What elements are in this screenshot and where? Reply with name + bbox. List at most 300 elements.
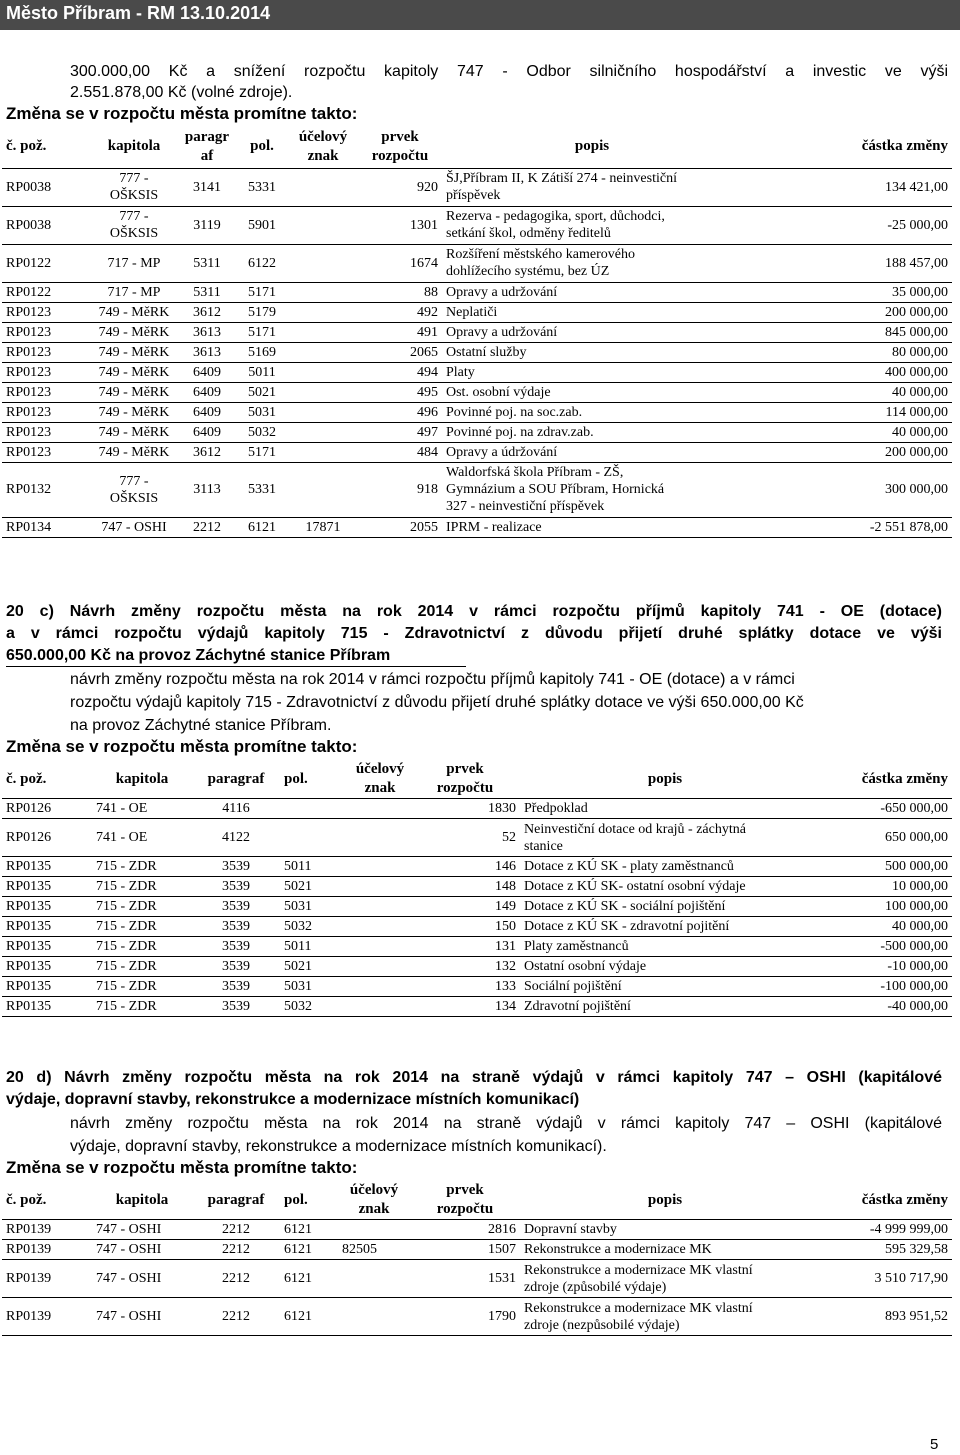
cell-prvek: 131 bbox=[410, 937, 520, 957]
cell-kapitola: 715 - ZDR bbox=[92, 897, 192, 917]
cell-popis: Opravy a údržování bbox=[442, 442, 742, 462]
cell-kapitola: 747 - OSHI bbox=[92, 1298, 192, 1336]
cell-uz bbox=[288, 422, 358, 442]
table-row bbox=[2, 877, 952, 897]
cell-pol: 6121 bbox=[236, 517, 288, 537]
cell-kapitola: 715 - ZDR bbox=[92, 857, 192, 877]
cell-pol: 6122 bbox=[236, 244, 288, 282]
table-row bbox=[2, 342, 952, 362]
cell-uz bbox=[350, 877, 410, 897]
cell-poz: RP0139 bbox=[2, 1240, 92, 1260]
cell-poz: RP0135 bbox=[2, 937, 92, 957]
cell-castka: 650 000,00 bbox=[810, 819, 952, 857]
table-2-header-row bbox=[2, 760, 952, 799]
table-row bbox=[2, 168, 952, 206]
col-header-popis: popis bbox=[442, 126, 742, 168]
cell-castka: 3 510 717,90 bbox=[810, 1260, 952, 1298]
cell-paragraf: 3539 bbox=[192, 997, 280, 1017]
cell-castka: -4 999 999,00 bbox=[810, 1220, 952, 1240]
cell-paragraf: 3113 bbox=[178, 462, 236, 517]
cell-pol: 5021 bbox=[280, 957, 350, 977]
cell-prvek: 918 bbox=[358, 462, 442, 517]
cell-poz: RP0132 bbox=[2, 462, 90, 517]
cell-uz bbox=[288, 442, 358, 462]
cell-paragraf: 3539 bbox=[192, 957, 280, 977]
cell-paragraf: 5311 bbox=[178, 244, 236, 282]
cell-pol: 5179 bbox=[236, 302, 288, 322]
table-row bbox=[2, 302, 952, 322]
cell-castka: 40 000,00 bbox=[810, 917, 952, 937]
cell-uz bbox=[350, 897, 410, 917]
budget-table-3 bbox=[2, 1181, 952, 1336]
cell-pol bbox=[280, 799, 350, 819]
col-header-popis: popis bbox=[520, 1181, 810, 1220]
col-header-pol: pol. bbox=[236, 126, 288, 168]
cell-kapitola: 715 - ZDR bbox=[92, 997, 192, 1017]
col-header-poz: č. pož. bbox=[2, 760, 92, 799]
cell-prvek: 1507 bbox=[410, 1240, 520, 1260]
cell-popis: Platy bbox=[442, 362, 742, 382]
change-heading-2: Změna se v rozpočtu města promítne takto: bbox=[6, 737, 358, 756]
cell-paragraf: 2212 bbox=[192, 1260, 280, 1298]
cell-popis: Opravy a udržování bbox=[442, 282, 742, 302]
cell-uz bbox=[288, 302, 358, 322]
cell-poz: RP0126 bbox=[2, 799, 92, 819]
cell-kapitola: 747 - OSHI bbox=[92, 1260, 192, 1298]
col-header-castka: částka změny bbox=[810, 1181, 952, 1220]
cell-prvek: 497 bbox=[358, 422, 442, 442]
cell-poz: RP0123 bbox=[2, 362, 90, 382]
cell-popis: Dotace z KÚ SK - sociální pojištění bbox=[520, 897, 810, 917]
cell-pol: 5031 bbox=[280, 897, 350, 917]
cell-paragraf: 2212 bbox=[192, 1220, 280, 1240]
cell-kapitola: 747 - OSHI bbox=[90, 517, 178, 537]
intro-line-1: 300.000,00 Kč a snížení rozpočtu kapitoly 747 - Odbor silničního hospodářství a investic ve výši bbox=[70, 63, 948, 80]
cell-uz bbox=[288, 282, 358, 302]
cell-poz: RP0135 bbox=[2, 897, 92, 917]
col-header-pol: pol. bbox=[280, 760, 350, 799]
cell-castka: 35 000,00 bbox=[742, 282, 952, 302]
cell-paragraf: 6409 bbox=[178, 402, 236, 422]
section-c-heading-line-2: a v rámci rozpočtu výdajů kapitoly 715 - Zdravotnictví z důvodu přijetí druhé splátky dotace ve výši bbox=[6, 625, 942, 642]
cell-kapitola: 749 - MěRK bbox=[90, 302, 178, 322]
cell-popis: Povinné poj. na zdrav.zab. bbox=[442, 422, 742, 442]
cell-pol: 5032 bbox=[280, 997, 350, 1017]
col-header-prvek: prvek rozpočtu bbox=[410, 760, 520, 799]
cell-kapitola: 715 - ZDR bbox=[92, 877, 192, 897]
cell-prvek: 495 bbox=[358, 382, 442, 402]
cell-castka: 400 000,00 bbox=[742, 362, 952, 382]
cell-pol: 6121 bbox=[280, 1240, 338, 1260]
cell-kapitola: 777 - OŠKSIS bbox=[90, 206, 178, 244]
cell-prvek: 52 bbox=[410, 819, 520, 857]
cell-pol: 5011 bbox=[280, 937, 350, 957]
cell-paragraf: 2212 bbox=[192, 1240, 280, 1260]
cell-prvek: 484 bbox=[358, 442, 442, 462]
cell-prvek: 150 bbox=[410, 917, 520, 937]
cell-popis: Dotace z KÚ SK - zdravotní pojitění bbox=[520, 917, 810, 937]
table-row bbox=[2, 244, 952, 282]
cell-popis: Platy zaměstnanců bbox=[520, 937, 810, 957]
cell-poz: RP0038 bbox=[2, 206, 90, 244]
cell-popis: Neplatiči bbox=[442, 302, 742, 322]
table-row bbox=[2, 917, 952, 937]
cell-kapitola: 747 - OSHI bbox=[92, 1240, 192, 1260]
cell-pol: 6121 bbox=[280, 1298, 338, 1336]
cell-popis: IPRM - realizace bbox=[442, 517, 742, 537]
cell-castka: 500 000,00 bbox=[810, 857, 952, 877]
cell-prvek: 149 bbox=[410, 897, 520, 917]
col-header-paragraf: paragraf bbox=[192, 760, 280, 799]
table-row bbox=[2, 977, 952, 997]
cell-pol: 5032 bbox=[280, 917, 350, 937]
section-d-body-line-2: výdaje, dopravní stavby, rekonstrukce a modernizace místních komunikací). bbox=[70, 1138, 607, 1155]
cell-uz bbox=[350, 857, 410, 877]
cell-kapitola: 749 - MěRK bbox=[90, 362, 178, 382]
cell-paragraf: 4116 bbox=[192, 799, 280, 819]
cell-poz: RP0135 bbox=[2, 917, 92, 937]
cell-uz bbox=[350, 957, 410, 977]
cell-pol: 5032 bbox=[236, 422, 288, 442]
cell-prvek: 132 bbox=[410, 957, 520, 977]
cell-castka: 10 000,00 bbox=[810, 877, 952, 897]
table-row bbox=[2, 799, 952, 819]
cell-kapitola: 717 - MP bbox=[90, 282, 178, 302]
cell-castka: 40 000,00 bbox=[742, 382, 952, 402]
cell-castka: 893 951,52 bbox=[810, 1298, 952, 1336]
cell-prvek: 2816 bbox=[410, 1220, 520, 1240]
cell-uz bbox=[288, 322, 358, 342]
cell-castka: 200 000,00 bbox=[742, 302, 952, 322]
cell-castka: 845 000,00 bbox=[742, 322, 952, 342]
cell-paragraf: 2212 bbox=[178, 517, 236, 537]
cell-popis: Rozšíření městského kamerového dohlížecího systému, bez ÚZ bbox=[442, 244, 742, 282]
section-d-body-line-1: návrh změny rozpočtu města na rok 2014 na straně výdajů v rámci kapitoly 747 – OSHI (kapitálové bbox=[70, 1115, 942, 1132]
cell-kapitola: 749 - MěRK bbox=[90, 382, 178, 402]
cell-pol bbox=[280, 819, 350, 857]
cell-uz bbox=[288, 362, 358, 382]
cell-pol: 5331 bbox=[236, 462, 288, 517]
cell-kapitola: 741 - OE bbox=[92, 799, 192, 819]
cell-uz bbox=[338, 1260, 410, 1298]
cell-kapitola: 715 - ZDR bbox=[92, 937, 192, 957]
cell-pol: 5901 bbox=[236, 206, 288, 244]
col-header-popis: popis bbox=[520, 760, 810, 799]
cell-pol: 6121 bbox=[280, 1220, 338, 1240]
table-3-header-row bbox=[2, 1181, 952, 1220]
cell-uz: 82505 bbox=[338, 1240, 410, 1260]
cell-castka: 100 000,00 bbox=[810, 897, 952, 917]
section-c-body-line-2: rozpočtu výdajů kapitoly 715 - Zdravotnictví z důvodu přijetí druhé splátky dotace ve výši 650.000,00 Kč bbox=[70, 694, 804, 711]
cell-kapitola: 749 - MěRK bbox=[90, 442, 178, 462]
cell-pol: 5171 bbox=[236, 322, 288, 342]
cell-uz bbox=[350, 977, 410, 997]
col-header-pol: pol. bbox=[280, 1181, 338, 1220]
cell-prvek: 1674 bbox=[358, 244, 442, 282]
cell-kapitola: 717 - MP bbox=[90, 244, 178, 282]
cell-poz: RP0123 bbox=[2, 382, 90, 402]
cell-paragraf: 3539 bbox=[192, 977, 280, 997]
cell-popis: Neinvestiční dotace od krajů - záchytná stanice bbox=[520, 819, 810, 857]
cell-uz bbox=[350, 799, 410, 819]
cell-popis: Povinné poj. na soc.zab. bbox=[442, 402, 742, 422]
cell-poz: RP0135 bbox=[2, 877, 92, 897]
cell-popis: Ostatní osobní výdaje bbox=[520, 957, 810, 977]
cell-kapitola: 749 - MěRK bbox=[90, 322, 178, 342]
table-row bbox=[2, 997, 952, 1017]
cell-paragraf: 3613 bbox=[178, 342, 236, 362]
cell-poz: RP0038 bbox=[2, 168, 90, 206]
col-header-uz: účelový znak bbox=[338, 1181, 410, 1220]
cell-paragraf: 3612 bbox=[178, 302, 236, 322]
cell-kapitola: 747 - OSHI bbox=[92, 1220, 192, 1240]
table-row bbox=[2, 402, 952, 422]
page-number: 5 bbox=[930, 1436, 939, 1453]
col-header-poz: č. pož. bbox=[2, 1181, 92, 1220]
cell-paragraf: 6409 bbox=[178, 362, 236, 382]
cell-pol: 5011 bbox=[236, 362, 288, 382]
col-header-kapitola: kapitola bbox=[92, 760, 192, 799]
table-row bbox=[2, 1260, 952, 1298]
table-row bbox=[2, 1240, 952, 1260]
cell-poz: RP0126 bbox=[2, 819, 92, 857]
cell-uz bbox=[288, 342, 358, 362]
cell-prvek: 134 bbox=[410, 997, 520, 1017]
cell-paragraf: 3141 bbox=[178, 168, 236, 206]
cell-popis: Dotace z KÚ SK- ostatní osobní výdaje bbox=[520, 877, 810, 897]
cell-kapitola: 777 - OŠKSIS bbox=[90, 168, 178, 206]
col-header-uz: účelový znak bbox=[350, 760, 410, 799]
cell-paragraf: 3612 bbox=[178, 442, 236, 462]
cell-popis: Waldorfská škola Příbram - ZŠ, Gymnázium a SOU Příbram, Hornická 327 - neinvestiční příspěvek bbox=[442, 462, 742, 517]
cell-prvek: 133 bbox=[410, 977, 520, 997]
cell-uz bbox=[288, 402, 358, 422]
col-header-paragraf: paragr af bbox=[178, 126, 236, 168]
section-c-body-line-1: návrh změny rozpočtu města na rok 2014 v rámci rozpočtu příjmů kapitoly 741 - OE (dotace) a v rámci bbox=[70, 671, 795, 688]
table-row bbox=[2, 442, 952, 462]
cell-poz: RP0135 bbox=[2, 977, 92, 997]
table-row bbox=[2, 957, 952, 977]
cell-popis: Rekonstrukce a modernizace MK vlastní zdroje (nezpůsobilé výdaje) bbox=[520, 1298, 810, 1336]
table-row bbox=[2, 282, 952, 302]
section-c-body-line-3: na provoz Záchytné stanice Příbram. bbox=[70, 717, 332, 734]
table-row bbox=[2, 897, 952, 917]
cell-uz bbox=[350, 997, 410, 1017]
cell-prvek: 146 bbox=[410, 857, 520, 877]
cell-poz: RP0123 bbox=[2, 342, 90, 362]
cell-pol: 5021 bbox=[236, 382, 288, 402]
cell-poz: RP0123 bbox=[2, 402, 90, 422]
cell-kapitola: 777 - OŠKSIS bbox=[90, 462, 178, 517]
col-header-castka: částka změny bbox=[810, 760, 952, 799]
col-header-kapitola: kapitola bbox=[90, 126, 178, 168]
col-header-kapitola: kapitola bbox=[92, 1181, 192, 1220]
cell-uz bbox=[350, 917, 410, 937]
cell-uz: 17871 bbox=[288, 517, 358, 537]
cell-prvek: 920 bbox=[358, 168, 442, 206]
table-row bbox=[2, 422, 952, 442]
col-header-poz: č. pož. bbox=[2, 126, 90, 168]
cell-popis: Opravy a udržování bbox=[442, 322, 742, 342]
cell-castka: -10 000,00 bbox=[810, 957, 952, 977]
cell-poz: RP0123 bbox=[2, 442, 90, 462]
col-header-uz: účelový znak bbox=[288, 126, 358, 168]
cell-pol: 5011 bbox=[280, 857, 350, 877]
cell-paragraf: 3539 bbox=[192, 897, 280, 917]
table-row bbox=[2, 1298, 952, 1336]
table-row bbox=[2, 857, 952, 877]
table-row bbox=[2, 517, 952, 537]
cell-popis: Ostatní služby bbox=[442, 342, 742, 362]
cell-prvek: 88 bbox=[358, 282, 442, 302]
cell-poz: RP0139 bbox=[2, 1260, 92, 1298]
cell-prvek: 2055 bbox=[358, 517, 442, 537]
budget-table-2 bbox=[2, 760, 952, 1017]
col-header-paragraf: paragraf bbox=[192, 1181, 280, 1220]
table-row bbox=[2, 206, 952, 244]
cell-prvek: 1301 bbox=[358, 206, 442, 244]
cell-popis: Rekonstrukce a modernizace MK bbox=[520, 1240, 810, 1260]
cell-pol: 6121 bbox=[280, 1260, 338, 1298]
cell-poz: RP0123 bbox=[2, 322, 90, 342]
cell-pol: 5031 bbox=[236, 402, 288, 422]
cell-popis: Předpoklad bbox=[520, 799, 810, 819]
cell-poz: RP0123 bbox=[2, 302, 90, 322]
cell-poz: RP0135 bbox=[2, 957, 92, 977]
cell-pol: 5171 bbox=[236, 442, 288, 462]
cell-prvek: 496 bbox=[358, 402, 442, 422]
cell-castka: 595 329,58 bbox=[810, 1240, 952, 1260]
cell-prvek: 494 bbox=[358, 362, 442, 382]
table-row bbox=[2, 462, 952, 517]
cell-uz bbox=[288, 462, 358, 517]
cell-uz bbox=[338, 1220, 410, 1240]
cell-paragraf: 3539 bbox=[192, 917, 280, 937]
cell-paragraf: 6409 bbox=[178, 382, 236, 402]
cell-poz: RP0135 bbox=[2, 997, 92, 1017]
cell-castka: -100 000,00 bbox=[810, 977, 952, 997]
col-header-prvek: prvek rozpočtu bbox=[410, 1181, 520, 1220]
cell-paragraf: 3539 bbox=[192, 877, 280, 897]
cell-prvek: 148 bbox=[410, 877, 520, 897]
cell-paragraf: 3613 bbox=[178, 322, 236, 342]
section-c-heading-line-3: 650.000,00 Kč na provoz Záchytné stanice Příbram bbox=[6, 646, 466, 667]
cell-popis: Dotace z KÚ SK - platy zaměstnanců bbox=[520, 857, 810, 877]
col-header-prvek: prvek rozpočtu bbox=[358, 126, 442, 168]
cell-poz: RP0135 bbox=[2, 857, 92, 877]
cell-uz bbox=[288, 168, 358, 206]
cell-pol: 5171 bbox=[236, 282, 288, 302]
cell-castka: -25 000,00 bbox=[742, 206, 952, 244]
cell-castka: 80 000,00 bbox=[742, 342, 952, 362]
cell-castka: -500 000,00 bbox=[810, 937, 952, 957]
cell-poz: RP0134 bbox=[2, 517, 90, 537]
cell-popis: Dopravní stavby bbox=[520, 1220, 810, 1240]
cell-pol: 5331 bbox=[236, 168, 288, 206]
cell-castka: -650 000,00 bbox=[810, 799, 952, 819]
cell-kapitola: 741 - OE bbox=[92, 819, 192, 857]
cell-popis: Sociální pojištění bbox=[520, 977, 810, 997]
cell-prvek: 1790 bbox=[410, 1298, 520, 1336]
cell-castka: 200 000,00 bbox=[742, 442, 952, 462]
cell-kapitola: 749 - MěRK bbox=[90, 402, 178, 422]
cell-pol: 5031 bbox=[280, 977, 350, 997]
cell-poz: RP0122 bbox=[2, 244, 90, 282]
cell-prvek: 1531 bbox=[410, 1260, 520, 1298]
cell-castka: 300 000,00 bbox=[742, 462, 952, 517]
cell-kapitola: 749 - MěRK bbox=[90, 342, 178, 362]
cell-popis: Rekonstrukce a modernizace MK vlastní zdroje (způsobilé výdaje) bbox=[520, 1260, 810, 1298]
cell-castka: -2 551 878,00 bbox=[742, 517, 952, 537]
cell-uz bbox=[350, 937, 410, 957]
cell-pol: 5169 bbox=[236, 342, 288, 362]
cell-poz: RP0122 bbox=[2, 282, 90, 302]
cell-popis: Rezerva - pedagogika, sport, důchodci, setkání škol, odměny ředitelů bbox=[442, 206, 742, 244]
table-row bbox=[2, 322, 952, 342]
cell-uz bbox=[288, 382, 358, 402]
table-row bbox=[2, 937, 952, 957]
cell-kapitola: 715 - ZDR bbox=[92, 977, 192, 997]
cell-kapitola: 715 - ZDR bbox=[92, 957, 192, 977]
cell-paragraf: 3119 bbox=[178, 206, 236, 244]
table-row bbox=[2, 819, 952, 857]
cell-prvek: 492 bbox=[358, 302, 442, 322]
cell-kapitola: 749 - MěRK bbox=[90, 422, 178, 442]
cell-poz: RP0139 bbox=[2, 1298, 92, 1336]
budget-table-1 bbox=[2, 126, 952, 538]
table-row bbox=[2, 1220, 952, 1240]
table-1-header-row bbox=[2, 126, 952, 168]
cell-uz bbox=[350, 819, 410, 857]
cell-paragraf: 2212 bbox=[192, 1298, 280, 1336]
cell-pol: 5021 bbox=[280, 877, 350, 897]
cell-uz bbox=[338, 1298, 410, 1336]
cell-popis: Zdravotní pojištění bbox=[520, 997, 810, 1017]
section-d-heading-line-1: 20 d) Návrh změny rozpočtu města na rok 2014 na straně výdajů v rámci kapitoly 747 – OSHI (kapitálové bbox=[6, 1069, 942, 1086]
cell-castka: 114 000,00 bbox=[742, 402, 952, 422]
cell-prvek: 2065 bbox=[358, 342, 442, 362]
cell-castka: 40 000,00 bbox=[742, 422, 952, 442]
page-header-bar bbox=[0, 0, 960, 30]
cell-uz bbox=[288, 206, 358, 244]
intro-line-2: 2.551.878,00 Kč (volné zdroje). bbox=[70, 84, 293, 101]
section-c-heading-line-1: 20 c) Návrh změny rozpočtu města na rok 2014 v rámci rozpočtu příjmů kapitoly 741 - OE (dotace) bbox=[6, 603, 942, 620]
cell-prvek: 491 bbox=[358, 322, 442, 342]
cell-kapitola: 715 - ZDR bbox=[92, 917, 192, 937]
section-d-heading-line-2: výdaje, dopravní stavby, rekonstrukce a modernizace místních komunikací) bbox=[6, 1091, 580, 1108]
cell-castka: -40 000,00 bbox=[810, 997, 952, 1017]
cell-popis: Ost. osobní výdaje bbox=[442, 382, 742, 402]
cell-uz bbox=[288, 244, 358, 282]
cell-poz: RP0123 bbox=[2, 422, 90, 442]
cell-paragraf: 3539 bbox=[192, 937, 280, 957]
cell-paragraf: 6409 bbox=[178, 422, 236, 442]
cell-paragraf: 4122 bbox=[192, 819, 280, 857]
cell-paragraf: 5311 bbox=[178, 282, 236, 302]
col-header-castka: částka změny bbox=[742, 126, 952, 168]
cell-castka: 134 421,00 bbox=[742, 168, 952, 206]
cell-castka: 188 457,00 bbox=[742, 244, 952, 282]
cell-popis: ŠJ,Příbram II, K Zátiší 274 - neinvestiční příspěvek bbox=[442, 168, 742, 206]
table-row bbox=[2, 382, 952, 402]
cell-paragraf: 3539 bbox=[192, 857, 280, 877]
change-heading-1: Změna se v rozpočtu města promítne takto: bbox=[6, 104, 358, 123]
cell-prvek: 1830 bbox=[410, 799, 520, 819]
change-heading-3: Změna se v rozpočtu města promítne takto: bbox=[6, 1158, 358, 1177]
cell-poz: RP0139 bbox=[2, 1220, 92, 1240]
page-header-title: Město Příbram - RM 13.10.2014 bbox=[6, 3, 271, 23]
table-row bbox=[2, 362, 952, 382]
